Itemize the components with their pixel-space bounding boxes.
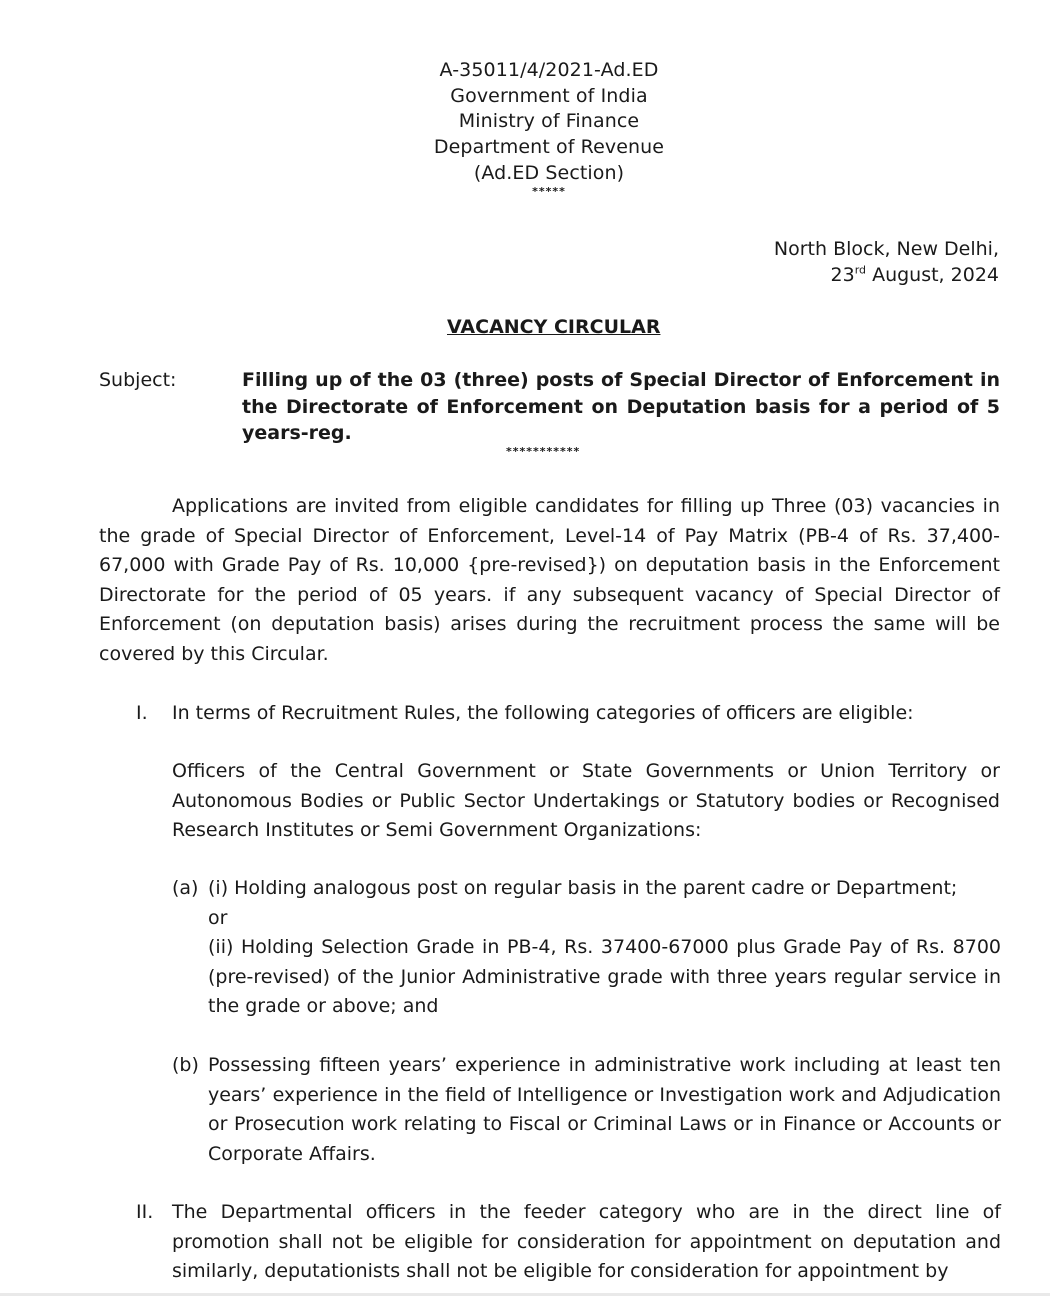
section-2-number: II. [136, 1201, 154, 1223]
subject-text: Filling up of the 03 (three) posts of Special Director of Enforcement in the Directorate of Enforcement on Deputation basis for a period of 5 years-reg. [242, 369, 1000, 444]
file-number: A-35011/4/2021-Ad.ED [439, 59, 659, 81]
section-1-number: I. [136, 702, 148, 724]
section-1-paragraph: Officers of the Central Government or State Governments or Union Territory or Autonomous Bodies or Public Sector Undertakings or Statutory bodies or Recognised Research Institutes or Semi Government Organizations: [172, 760, 1000, 841]
date-month-year: August, 2024 [866, 264, 999, 286]
date-line [831, 263, 999, 289]
item-b-label: (b) [172, 1054, 199, 1076]
item-a-i: (i) Holding analogous post on regular basis in the parent cadre or Department; [208, 877, 958, 899]
item-b-text: Possessing fifteen years’ experience in administrative work including at least ten years’ experience in the field of Intelligence or Investigation work and Adjudication or Prosecution work relating to Fiscal or Criminal Laws or in Finance or Accounts or Corporate Affairs. [208, 1054, 1001, 1165]
section-1-text: In terms of Recruitment Rules, the following categories of officers are eligible: [172, 702, 914, 724]
section-line: (Ad.ED Section) [473, 162, 625, 184]
subject-stars: *********** [506, 445, 581, 458]
item-a-or: or [208, 907, 228, 929]
header-stars: ***** [532, 185, 566, 198]
subject-label: Subject: [99, 369, 177, 391]
date-day: 23 [830, 264, 855, 286]
item-a-label: (a) [172, 877, 199, 899]
circular-title: VACANCY CIRCULAR [447, 316, 661, 338]
department-line: Department of Revenue [433, 136, 665, 158]
ministry-line: Ministry of Finance [458, 110, 640, 132]
government-line: Government of India [450, 85, 648, 107]
date-day-suffix: rd [854, 263, 867, 277]
section-2-text: The Departmental officers in the feeder category who are in the direct line of promotion shall not be eligible for consideration for appointment on deputation and similarly, deputationists shall not be eligible for consideration for appointment by [172, 1201, 1001, 1282]
intro-paragraph: Applications are invited from eligible candidates for filling up Three (03) vacancies in the grade of Special Director of Enforcement, Level-14 of Pay Matrix (PB-4 of Rs. 37,400-67,000 with Grade Pay of Rs. 10,000 {pre-revised}) on deputation basis in the Enforcement Directorate for the period of 05 years. if any subsequent vacancy of Special Director of Enforcement (on deputation basis) arises during the recruitment process the same will be covered by this Circular. [99, 495, 1000, 665]
place-line: North Block, New Delhi, [773, 238, 999, 260]
item-a-ii: (ii) Holding Selection Grade in PB-4, Rs. 37400-67000 plus Grade Pay of Rs. 8700 (pre-revised) of the Junior Administrative grade with three years regular service in the grade or above; and [208, 936, 1001, 1017]
